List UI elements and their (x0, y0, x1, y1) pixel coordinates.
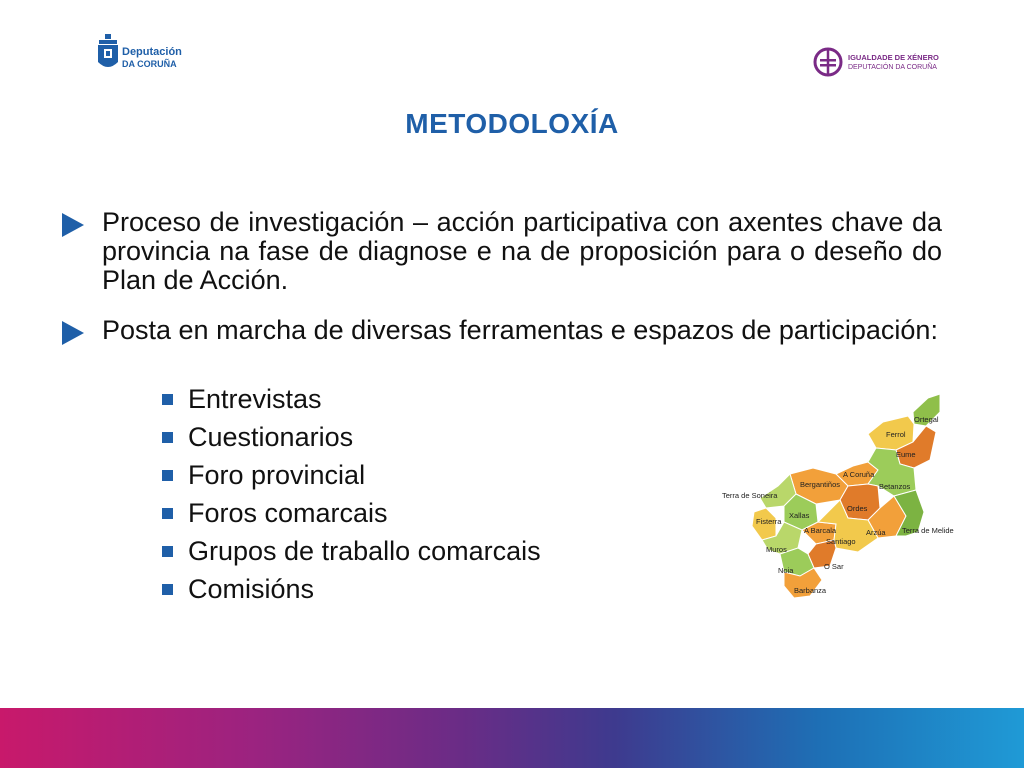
bullet-2-text: Posta en marcha de diversas ferramentas e espazos de participación: (102, 315, 938, 345)
comarcas-map (718, 390, 963, 605)
map-label: O Sar (824, 562, 844, 571)
bullet-1 (60, 208, 942, 295)
deputacion-logo (96, 34, 216, 74)
map-label: Xallas (789, 511, 810, 520)
map-label: Noia (778, 566, 794, 575)
bullet-1-text: Proceso de investigación – acción participativa con axentes chave da provincia na fase de diagnose e na de proposición para o deseño do Plan de Acción. (102, 207, 942, 295)
map-label: Eume (896, 450, 916, 459)
square-bullet-icon (162, 394, 173, 405)
footer-gradient-bar (0, 708, 1024, 768)
square-bullet-icon (162, 546, 173, 557)
map-label: Muros (766, 545, 787, 554)
map-label: Ordes (847, 504, 868, 513)
square-bullet-icon (162, 584, 173, 595)
square-bullet-icon (162, 432, 173, 443)
map-label: Fisterra (756, 517, 782, 526)
slide-title: METODOLOXÍA (405, 108, 619, 139)
map-label: Arzúa (866, 528, 886, 537)
map-label: Ferrol (886, 430, 906, 439)
gender-symbol-icon (812, 46, 844, 78)
coat-of-arms-icon (96, 34, 120, 74)
map-label: Santiago (826, 537, 856, 546)
igualdade-logo (812, 46, 992, 82)
map-label: Barbanza (794, 586, 827, 595)
map-label: Terra de Melide (902, 526, 954, 535)
triangle-bullet-icon (60, 212, 86, 238)
logo-line-1: Deputación (122, 46, 182, 58)
square-bullet-icon (162, 470, 173, 481)
map-label: A Coruña (843, 470, 875, 479)
map-label: Ortegal (914, 415, 939, 424)
map-label: Betanzos (879, 482, 911, 491)
bullet-2 (60, 316, 942, 345)
igualdade-line-2: DEPUTACIÓN DA CORUÑA (848, 64, 937, 71)
igualdade-line-1: IGUALDADE DE XÉNERO (848, 53, 939, 62)
triangle-bullet-icon (60, 320, 86, 346)
map-label: Bergantiños (800, 480, 841, 489)
map-label: Terra de Soneira (722, 491, 778, 500)
map-label: A Barcala (804, 526, 837, 535)
logo-line-2: DA CORUÑA (122, 59, 177, 69)
square-bullet-icon (162, 508, 173, 519)
